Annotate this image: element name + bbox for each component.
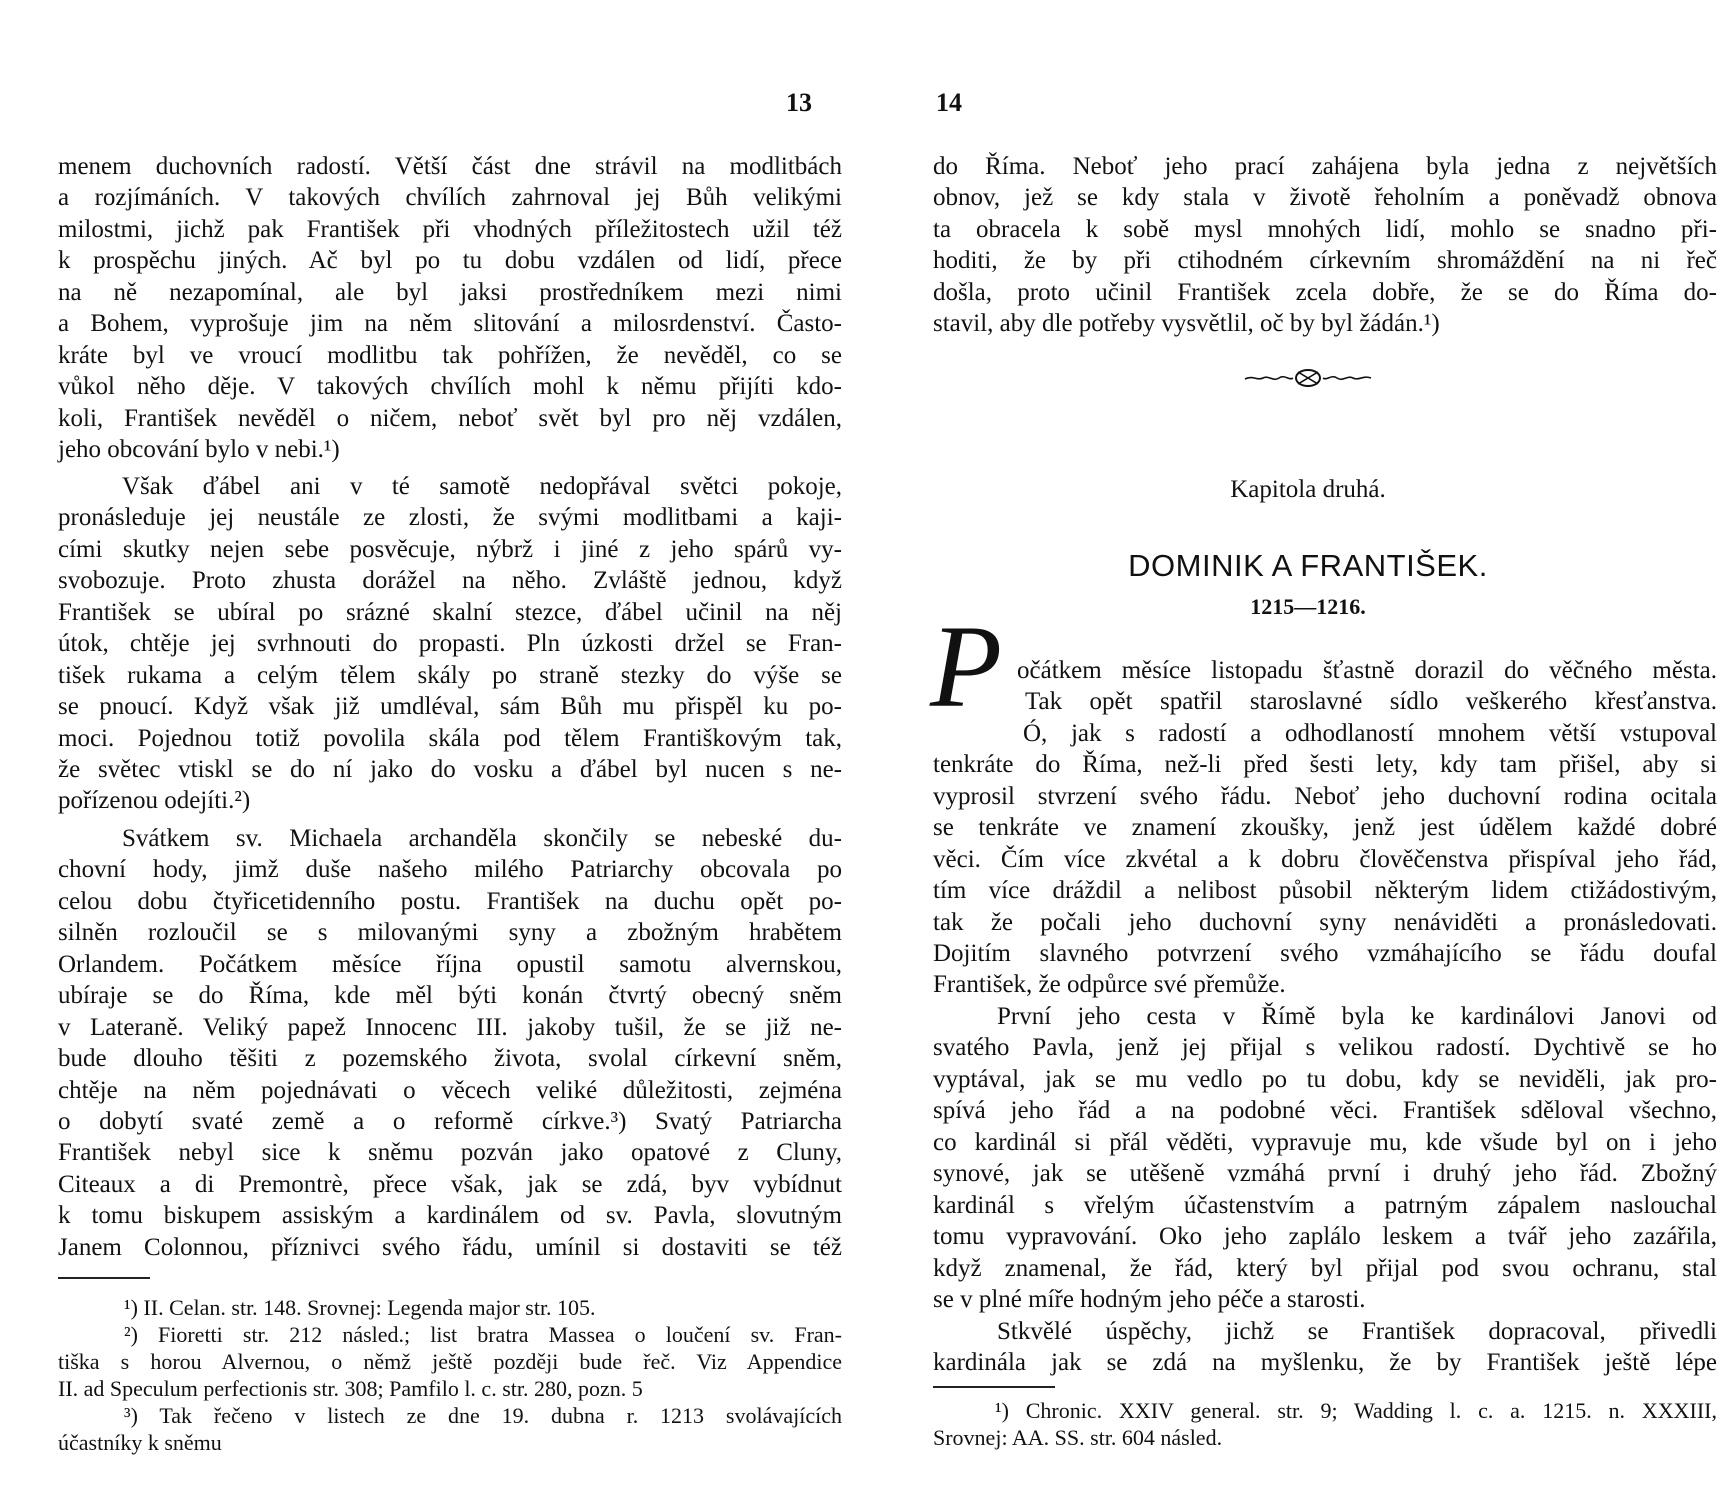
text-line: vyprosil stvrzení svého řádu. Neboť jeho duchovní rodina ocitala: [933, 782, 1717, 810]
text-line: Ó, jak s radostí a odhodlaností mnohem větší vstupoval: [1023, 719, 1717, 747]
text-line: se v plné míře hodným jeho péče a starosti.: [933, 1285, 1366, 1313]
text-line: vůkol něho děje. V takových chvílích mohl k němu přijíti kdo-: [58, 373, 842, 401]
footnote-line: ³) Tak řečeno v listech ze dne 19. dubna r. 1213 svolávajících: [124, 1403, 842, 1428]
text-line: hoditi, že by při ctihodném církevním shromáždění na ni řeč: [933, 247, 1717, 275]
footnote-line: tiška s horou Alvernou, o němž ještě později bude řeč. Viz Appendice: [58, 1349, 842, 1374]
text-line: a rozjímáních. V takových chvílích zahrnoval jej Bůh velikými: [58, 184, 842, 212]
text-line: Stkvělé úspěchy, jichž se František dopracoval, přivedli: [997, 1318, 1717, 1345]
text-line: svobozuje. Proto zhusta dorážel na něho. Zvláště jednou, když: [58, 567, 842, 595]
text-line: tak že počali jeho duchovní syny nenáviděti a pronásledovati.: [933, 908, 1717, 936]
paragraph: [933, 1316, 1717, 1379]
text-line: kardinála jak se zdá na myšlenku, že by František ještě lépe: [933, 1349, 1717, 1377]
text-line: se tenkráte ve znamení zkoušky, jenž jest údělem každé dobré: [933, 814, 1717, 842]
text-line: Však ďábel ani v té samotě nedopřával světci pokoje,: [122, 473, 842, 500]
page-number: 14: [936, 88, 962, 117]
text-line: k prospěchu jiných. Ač byl po tu dobu vzdálen od lidí, přece: [58, 247, 842, 275]
footnote-divider: [58, 1277, 150, 1279]
text-line: Svátkem sv. Michaela archanděla skončily se nebeské du-: [122, 825, 842, 852]
text-line: kráte byl ve vroucí modlitbu tak pohřížen, že nevěděl, co se: [58, 341, 842, 369]
text-line: synové, jak se utěšeně vzmáhá první i druhý jeho řád. Zbožný: [933, 1160, 1717, 1188]
text-line: do Říma. Neboť jeho prací zahájena byla jedna z největších: [933, 153, 1717, 180]
text-line: pořízenou odejíti.²): [58, 787, 251, 815]
text-line: ta obracela k sobě mysl mnohých lidí, mohlo se snadno při-: [933, 215, 1717, 243]
footnote-line: ¹) II. Celan. str. 148. Srovnej: Legenda major str. 105.: [124, 1295, 596, 1320]
paragraph: [58, 823, 842, 1263]
text-line: bude dlouho těšiti z pozemského života, svolal církevní sněm,: [58, 1045, 842, 1073]
footnote-line: ²) Fioretti str. 212 násled.; list bratra Massea o loučení sv. Fran-: [124, 1322, 842, 1347]
footnote: [58, 1294, 842, 1321]
text-line: se pnoucí. Když však již umdléval, sám Bůh mu přispěl ku po-: [58, 693, 842, 721]
text-line: svatého Pavla, jenž jej přijal s velikou radostí. Dychtivě se ho: [933, 1034, 1717, 1062]
text-line: František se ubíral po srázné skalní stezce, ďábel učinil na něj: [58, 598, 842, 626]
text-line: František nebyl sice k sněmu pozván jako opatové z Cluny,: [58, 1139, 842, 1167]
text-line: ubíraje se do Říma, kde měl býti konán čtvrtý obecný sněm: [58, 982, 842, 1010]
footnote-line: Srovnej: AA. SS. str. 604 násled.: [933, 1425, 1223, 1450]
text-line: Janem Colonnou, příznivci svého řádu, umínil si dostaviti se též: [58, 1233, 842, 1261]
text-line: obnov, jež se kdy stala v životě řeholním a poněvadž obnova: [933, 184, 1717, 212]
text-line: věci. Čím více zkvétal a k dobru člověčenstva přispíval jeho řád,: [933, 845, 1717, 873]
paragraph: [58, 471, 842, 817]
chapter-title: DOMINIK A FRANTIŠEK.: [1128, 548, 1488, 583]
text-line: stavil, aby dle potřeby vysvětlil, oč by byl žádán.¹): [933, 310, 1440, 338]
text-line: První jeho cesta v Římě byla ke kardinálovi Janovi od: [997, 1003, 1717, 1030]
text-line: vyptával, jak se mu vedlo po tu dobu, kdy se neviděli, jak pro-: [933, 1065, 1717, 1093]
text-line: chtěje na něm pojednávati o věcech veliké důležitosti, zejména: [58, 1076, 842, 1104]
text-line: a Bohem, vyprošuje jim na něm slitování a milosrdenství. Často-: [58, 310, 842, 338]
ornament-divider-icon: [1243, 366, 1373, 390]
text-line: co kardinál si přál věděti, vypravuje mu, kde všude byl on i jeho: [933, 1128, 1717, 1156]
paragraph: [933, 1001, 1717, 1315]
text-line: milostmi, jichž pak František při vhodných příležitostech užil též: [58, 215, 842, 243]
text-line: tišek rukama a celým tělem skály po straně stezky do výše se: [58, 661, 842, 689]
text-line: celou dobu čtyřicetidenního postu. František na duchu opět po-: [58, 887, 842, 915]
footnote-line: ¹) Chronic. XXIV general. str. 9; Wadding l. c. a. 1215. n. XXXIII,: [995, 1398, 1717, 1423]
text-line: Citeaux a di Premontrè, přece však, jak se zdá, byv vybídnut: [58, 1170, 842, 1198]
footnote: [58, 1321, 842, 1402]
page-number: 13: [786, 88, 812, 117]
text-line: když znamenal, že řád, který byl přijal pod svou ochranu, stal: [933, 1254, 1717, 1282]
text-line: došla, proto učinil František zcela dobře, že se do Říma do-: [933, 278, 1717, 306]
text-line: menem duchovních radostí. Větší část dne strávil na modlitbách: [58, 153, 842, 180]
text-line: k tomu biskupem assiským a kardinálem od sv. Pavla, slovutným: [58, 1202, 842, 1230]
text-line: tomu vypravování. Oko jeho zaplálo leskem a tvář jeho zazářila,: [933, 1223, 1717, 1251]
chapter-label: Kapitola druhá.: [1230, 476, 1386, 503]
paragraph: [933, 151, 1717, 340]
text-line: Dojitím slavného potvrzení svého vzmáhajícího se řádu doufal: [933, 939, 1717, 967]
text-line: útok, chtěje jej svrhnouti do propasti. Pln úzkosti držel se Fran-: [58, 630, 842, 658]
paragraph: [933, 655, 1717, 1001]
text-line: že světec vtiskl se do ní jako do vosku a ďábel byl nucen s ne-: [58, 755, 842, 783]
paragraph: [58, 151, 842, 465]
text-line: v Lateraně. Veliký papež Innocenc III. jakoby tušil, že se již ne-: [58, 1013, 842, 1041]
footnote-line: účastníky k sněmu: [58, 1430, 222, 1455]
text-line: Tak opět spatřil staroslavné sídlo veškerého křesťanstva.: [1025, 688, 1717, 716]
text-line: očátkem měsíce listopadu šťastně dorazil do věčného města.: [1017, 657, 1717, 684]
text-line: jeho obcování bylo v nebi.¹): [58, 435, 340, 463]
text-line: tím více dráždil a nelibost působil některým lidem ctižádostivým,: [933, 877, 1717, 905]
text-line: na ně nezapomínal, ale byl jaksi prostředníkem mezi nimi: [58, 278, 842, 306]
footnote: [58, 1402, 842, 1456]
text-line: chovní hody, jimž duše našeho milého Patriarchy obcovala po: [58, 856, 842, 884]
footnote: [933, 1397, 1717, 1451]
text-line: Orlandem. Počátkem měsíce října opustil samotu alvernskou,: [58, 950, 842, 978]
text-line: moci. Pojednou totiž povolila skála pod tělem Františkovým tak,: [58, 724, 842, 752]
text-line: František, že odpůrce své přemůže.: [933, 971, 1286, 999]
text-line: silněn rozloučil se s milovanými syny a zbožným hrabětem: [58, 919, 842, 947]
text-line: koli, František nevěděl o ničem, neboť svět byl pro něj vzdálen,: [58, 404, 842, 432]
text-line: kardinál s vřelým účastenstvím a patrným zápalem naslouchal: [933, 1191, 1717, 1219]
text-line: tenkráte do Říma, než-li před šesti lety, kdy tam přišel, aby si: [933, 751, 1717, 779]
drop-cap: P: [930, 601, 1003, 732]
text-line: cími skutky nejen sebe posvěcuje, nýbrž i jiné z jeho spárů vy-: [58, 535, 842, 563]
text-line: spívá jeho řád a na podobné věci. František sděloval všechno,: [933, 1097, 1717, 1125]
footnote-divider: [933, 1386, 1055, 1388]
text-line: o dobytí svaté země a o reformě církve.³) Svatý Patriarcha: [58, 1107, 842, 1135]
chapter-years: 1215—1216.: [1250, 594, 1366, 619]
text-line: pronásleduje jej neustále ze zlosti, že svými modlitbami a kaji-: [58, 504, 842, 532]
footnote-line: II. ad Speculum perfectionis str. 308; Pamfilo l. c. str. 280, pozn. 5: [58, 1376, 643, 1401]
